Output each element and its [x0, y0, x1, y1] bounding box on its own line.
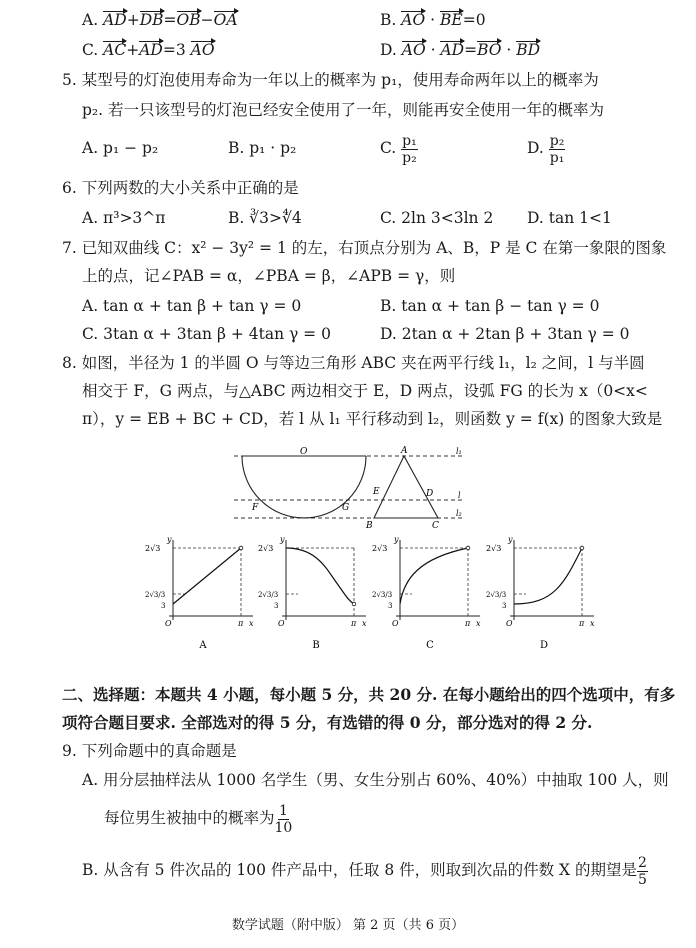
q4-option-b: B. AO · BE=0 [380, 11, 486, 29]
label-d: D [426, 489, 434, 499]
mid-tick-label: 2√3/3 [145, 591, 166, 599]
graph-caption: B [312, 640, 320, 651]
q6-option-b: B. ∛3>∜4 [228, 209, 302, 227]
pi-tick-label: π [238, 619, 244, 628]
section2-title-line2: 项符合题目要求. 全部选对的得 5 分，有选错的得 0 分，部分选对的得 2 分. [62, 713, 593, 732]
q7-stem-line2: 上的点，记∠PAB = α，∠PBA = β，∠APB = γ，则 [82, 267, 456, 285]
pi-tick-label: π [465, 619, 471, 628]
answer-graph-b [258, 536, 368, 652]
graph-curve [173, 548, 241, 604]
q4-option-d: D. AO · AD=BO · BD [380, 41, 541, 59]
top-tick-label: 2√3 [486, 544, 502, 553]
answer-graph-c [372, 536, 482, 652]
low-tick-label: 3 [388, 602, 393, 610]
label-l2: l₂ [456, 509, 462, 518]
q5-option-d: D. $\frac{\text{p₂}}{\text{p₁}}$ [527, 132, 565, 166]
q7-option-c: C. 3tan α + 3tan β + 4tan γ = 0 [82, 325, 331, 343]
graph-caption: D [539, 640, 549, 651]
page-footer: 数学试题（附中版） 第 2 页（共 6 页） [231, 918, 465, 933]
q6-option-a: A. π³>3^π [82, 209, 166, 227]
q5-stem-line1: 5. 某型号的灯泡使用寿命为一年以上的概率为 p₁，使用寿命两年以上的概率为 [62, 71, 599, 89]
q5-option-b: B. p₁ · p₂ [228, 139, 297, 157]
q6-stem: 6. 下列两数的大小关系中正确的是 [62, 179, 299, 197]
endpoint [580, 546, 584, 550]
answer-graph-a [145, 536, 255, 652]
pi-tick-label: π [579, 619, 585, 628]
low-tick-label: 3 [274, 602, 279, 610]
q9-option-a-line2: 每位男生被抽中的概率为 $\frac{1}{10}$ [104, 802, 293, 836]
q5-stem-line2: p₂. 若一只该型号的灯泡已经安全使用了一年，则能再安全使用一年的概率为 [82, 101, 604, 119]
endpoint [239, 546, 243, 550]
graph-curve [286, 548, 354, 604]
q7-option-a: A. tan α + tan β + tan γ = 0 [82, 297, 302, 315]
endpoint [352, 602, 356, 606]
graph-caption: A [199, 640, 207, 651]
y-axis-label: y [280, 536, 285, 544]
y-axis-label: y [167, 536, 172, 544]
x-axis-label: x [590, 619, 595, 628]
label-l: l [458, 491, 461, 500]
low-tick-label: 3 [502, 602, 507, 610]
mid-tick-label: 2√3/3 [486, 591, 507, 599]
q5-option-c: C. $\frac{\text{p₁}}{\text{p₂}}$ [380, 132, 417, 166]
q4-option-c: C. AC+AD=3 AO [82, 41, 215, 59]
x-axis-label: x [476, 619, 481, 628]
label-g: G [342, 503, 350, 513]
origin-label: O [392, 619, 399, 628]
q7-option-d: D. 2tan α + 2tan β + 3tan γ = 0 [380, 325, 630, 343]
pi-tick-label: π [351, 619, 357, 628]
mid-tick-label: 2√3/3 [258, 591, 279, 599]
endpoint [466, 546, 470, 550]
y-axis-label: y [394, 536, 399, 544]
low-tick-label: 3 [161, 602, 166, 610]
origin-label: O [165, 619, 172, 628]
q6-option-c: C. 2ln 3<3ln 2 [380, 209, 494, 227]
q8-stem-line1: 8. 如图，半径为 1 的半圆 O 与等边三角形 ABC 夹在两平行线 l₁，l₂ 之间，l 与半圆 [62, 354, 645, 372]
q6-option-d: D. tan 1<1 [527, 209, 612, 227]
label-e: E [373, 487, 380, 497]
label-o: O [300, 447, 308, 457]
label-c: C [432, 521, 439, 531]
top-tick-label: 2√3 [258, 544, 274, 553]
mid-tick-label: 2√3/3 [372, 591, 393, 599]
label-f: F [252, 503, 259, 513]
x-axis-label: x [249, 619, 254, 628]
q8-stem-line3: π），y = EB + BC + CD，若 l 从 l₁ 平行移动到 l₂，则函数 y = f(x) 的图象大致是 [82, 410, 663, 428]
q8-geometry-figure [230, 446, 470, 534]
label-b: B [366, 521, 373, 531]
section2-title-line1: 二、选择题：本题共 4 小题，每小题 5 分，共 20 分. 在每小题给出的四个选项中，有多 [62, 685, 676, 704]
top-tick-label: 2√3 [145, 544, 161, 553]
q4-option-a: A. AD+DB=OB−OA [82, 11, 238, 29]
q7-option-b: B. tan α + tan β − tan γ = 0 [380, 297, 600, 315]
q7-stem-line1: 7. 已知双曲线 C：x² − 3y² = 1 的左，右顶点分别为 A、B，P 是 C 在第一象限的图象 [62, 239, 667, 257]
q9-option-a-line1: A. 用分层抽样法从 1000 名学生（男、女生分别占 60%、40%）中抽取 100 人，则 [82, 771, 669, 789]
graph-curve [400, 548, 468, 604]
graph-curve [514, 548, 582, 604]
origin-label: O [506, 619, 513, 628]
q9-option-b: B. 从含有 5 件次品的 100 件产品中，任取 8 件，则取到次品的件数 X 的期望是 $\frac{2}{5}$ [82, 854, 647, 888]
graph-caption: C [426, 640, 434, 651]
q8-stem-line2: 相交于 F，G 两点，与△ABC 两边相交于 E，D 两点，设弧 FG 的长为 x（0<x< [82, 382, 648, 400]
top-tick-label: 2√3 [372, 544, 388, 553]
q5-option-a: A. p₁ − p₂ [82, 139, 159, 157]
label-l1: l₁ [456, 447, 462, 456]
answer-graph-d [486, 536, 596, 652]
triangle-abc [374, 456, 438, 518]
origin-label: O [278, 619, 285, 628]
label-a: A [401, 446, 408, 456]
q9-stem: 9. 下列命题中的真命题是 [62, 742, 237, 760]
y-axis-label: y [508, 536, 513, 544]
x-axis-label: x [362, 619, 367, 628]
